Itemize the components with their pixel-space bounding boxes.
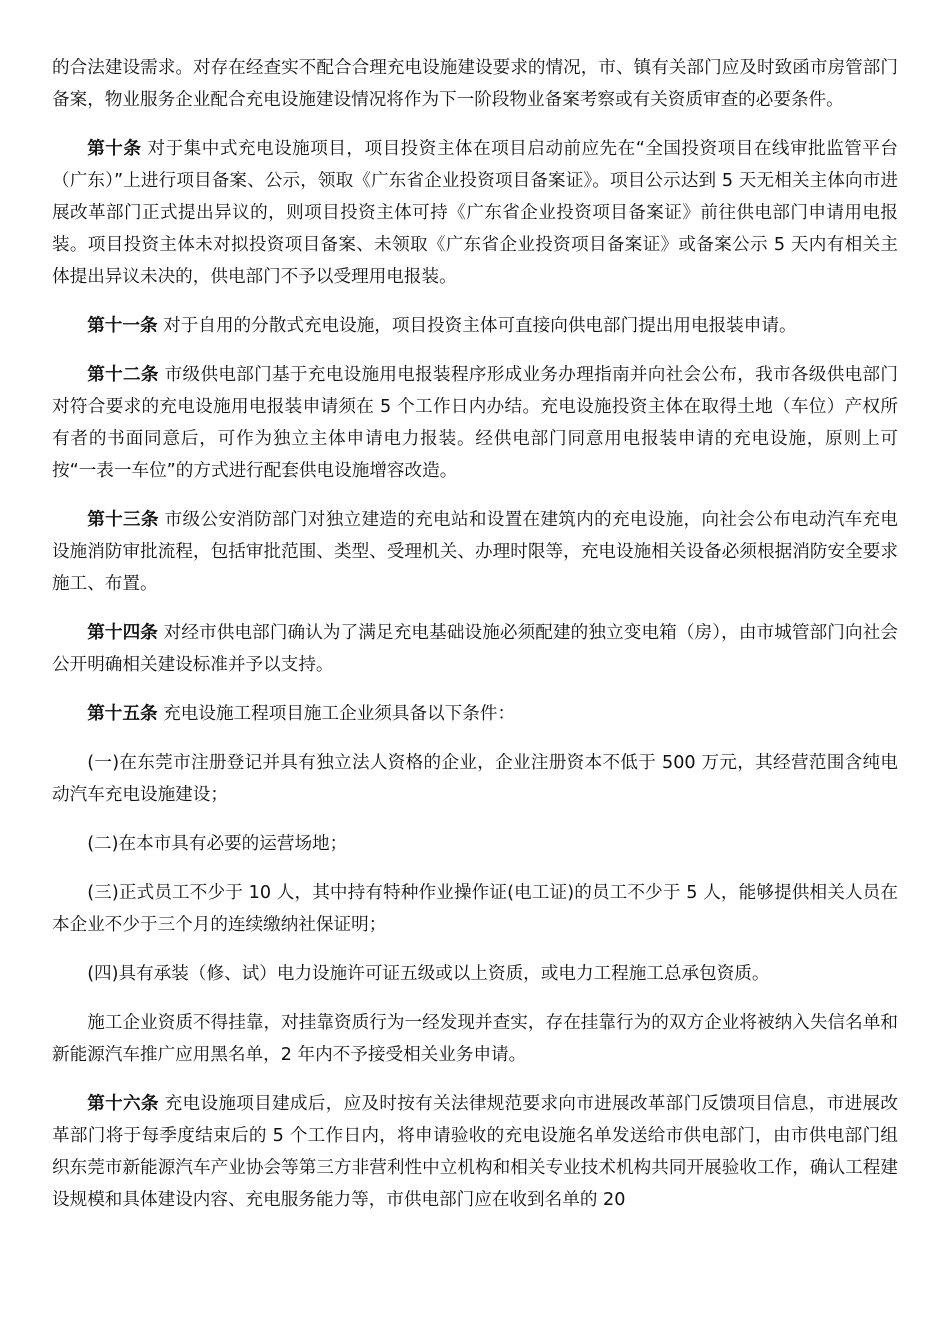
article-number: 第十一条: [87, 316, 158, 336]
article-16: [52, 1088, 898, 1216]
list-item-3: [52, 877, 898, 941]
document-page: [52, 52, 898, 1233]
paragraph-continuation: [52, 52, 898, 116]
paragraph-text: 充电设施工程项目施工企业须具备以下条件：: [157, 704, 516, 724]
article-number: 第十四条: [87, 623, 158, 643]
paragraph-text: 施工企业资质不得挂靠，对挂靠资质行为一经发现并查实，存在挂靠行为的双方企业将被纳入失信名单和新能源汽车推广应用黑名单，2 年内不予接受相关业务申请。: [52, 1013, 898, 1065]
article-15: [52, 698, 898, 730]
article-12: [52, 359, 898, 487]
paragraph-text: 对经市供电部门确认为了满足充电基础设施必须配建的独立变电箱（房），由市城管部门向社会公开明确相关建设标准并予以支持。: [52, 623, 898, 675]
paragraph-text: (四)具有承装（修、试）电力设施许可证五级或以上资质，或电力工程施工总承包资质。: [87, 964, 770, 984]
paragraph-text: 充电设施项目建成后，应及时按有关法律规范要求向市进展改革部门反馈项目信息，市进展改革部门将于每季度结束后的 5 个工作日内，将申请验收的充电设施名单发送给市供电部门，由市供电部门组织东莞市新能源汽车产业协会等第三方非营利性中立机构和相关专业技术机构共同开展验收工作，确认工程建设规模和具体建设内容、充电服务能力等，市供电部门应在收到名单的 20: [52, 1094, 898, 1210]
paragraph-text: 市级供电部门基于充电设施用电报装程序形成业务办理指南并向社会公布，我市各级供电部门对符合要求的充电设施用电报装申请须在 5 个工作日内办结。充电设施投资主体在取得土地（车位）产权所有者的书面同意后，可作为独立主体申请电力报装。经供电部门同意用电报装申请的充电设施，原则上可按“一表一车位”的方式进行配套供电设施增容改造。: [52, 365, 898, 481]
paragraph-text: 对于自用的分散式充电设施，项目投资主体可直接向供电部门提出用电报装申请。: [157, 316, 797, 336]
paragraph-text: 市级公安消防部门对独立建造的充电站和设置在建筑内的充电设施，向社会公布电动汽车充电设施消防审批流程，包括审批范围、类型、受理机关、办理时限等，充电设施相关设备必须根据消防安全要求施工、布置。: [52, 510, 898, 594]
list-item-2: [52, 828, 898, 860]
article-number: 第十条: [87, 139, 142, 159]
paragraph-text: 的合法建设需求。对存在经查实不配合合理充电设施建设要求的情况，市、镇有关部门应及时致函市房管部门备案，物业服务企业配合充电设施建设情况将作为下一阶段物业备案考察或有关资质审查的必要条件。: [52, 58, 898, 110]
article-14: [52, 617, 898, 681]
paragraph-text: (二)在本市具有必要的运营场地；: [87, 834, 348, 854]
paragraph-text: 对于集中式充电设施项目，项目投资主体在项目启动前应先在“全国投资项目在线审批监管平台（广东）”上进行项目备案、公示，领取《广东省企业投资项目备案证》。项目公示达到 5 天无相关主体向市进展改革部门正式提出异议的，则项目投资主体可持《广东省企业投资项目备案证》前往供电部门申请用电报装。项目投资主体未对拟投资项目备案、未领取《广东省企业投资项目备案证》或备案公示 5 天内有相关主体提出异议未决的，供电部门不予以受理用电报装。: [52, 139, 898, 287]
paragraph-text: (一)在东莞市注册登记并具有独立法人资格的企业，企业注册资本不低于 500 万元，其经营范围含纯电动汽车充电设施建设；: [52, 753, 898, 805]
list-item-4: [52, 958, 898, 990]
article-number: 第十三条: [87, 510, 159, 530]
paragraph-text: (三)正式员工不少于 10 人，其中持有特种作业操作证(电工证)的员工不少于 5 人，能够提供相关人员在本企业不少于三个月的连续缴纳社保证明；: [52, 883, 898, 935]
article-11: [52, 310, 898, 342]
article-10: [52, 133, 898, 293]
article-number: 第十六条: [87, 1094, 159, 1114]
article-number: 第十五条: [87, 704, 158, 724]
article-13: [52, 504, 898, 600]
list-item-1: [52, 747, 898, 811]
paragraph-note: [52, 1007, 898, 1071]
article-number: 第十二条: [87, 365, 159, 385]
